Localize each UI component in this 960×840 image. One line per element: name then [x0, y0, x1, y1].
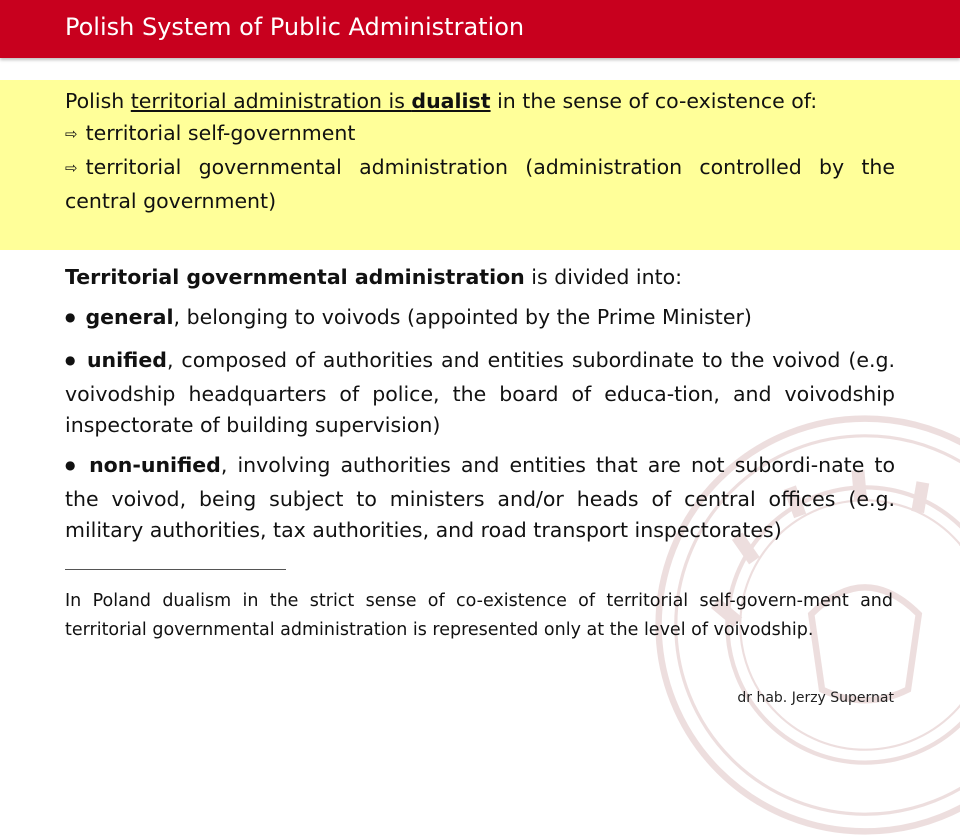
bullet-icon: ● — [65, 458, 80, 472]
intro-item: ⇨ territorial self-government — [65, 121, 356, 145]
bullet-icon: ● — [65, 310, 76, 324]
footnote-divider — [65, 569, 286, 570]
arrow-right-icon: ⇨ — [65, 125, 78, 143]
intro-sentence: Polish territorial administration is dualist in the sense of co-existence of: — [65, 89, 818, 113]
bullet-icon: ● — [65, 353, 77, 367]
page-title: Polish System of Public Administration — [65, 13, 525, 41]
intro-item: ⇨ territorial governmental administration (administration controlled by the central government) — [65, 155, 895, 213]
author-credit: dr hab. Jerzy Supernat — [737, 690, 894, 706]
main-section — [65, 262, 895, 555]
list-item: ● unified, composed of authorities and entities subordinate to the voivod (e.g. voivodship headquarters of police, the board of educa-tion, and voivodship inspectorate of building supervision) — [65, 348, 895, 437]
dualist-term: dualist — [411, 89, 491, 113]
underlined-phrase: territorial administration is — [130, 89, 412, 113]
intro-paragraph — [65, 85, 895, 217]
list-item: ● general, belonging to voivods (appointed by the Prime Minister) — [65, 305, 752, 329]
header-bar — [0, 0, 960, 58]
footnote: In Poland dualism in the strict sense of co-existence of territorial self-govern-ment and territorial governmental administration is represented only at the level of voivodship. — [65, 591, 893, 640]
section-heading: Territorial governmental administration is divided into: — [65, 265, 683, 289]
arrow-right-icon: ⇨ — [65, 159, 78, 177]
list-item: ● non-unified, involving authorities and entities that are not subordi-nate to the voivod, being subject to ministers and/or heads of central offices (e.g. military authorities, tax authorities, and road transport inspectorates) — [65, 453, 895, 542]
